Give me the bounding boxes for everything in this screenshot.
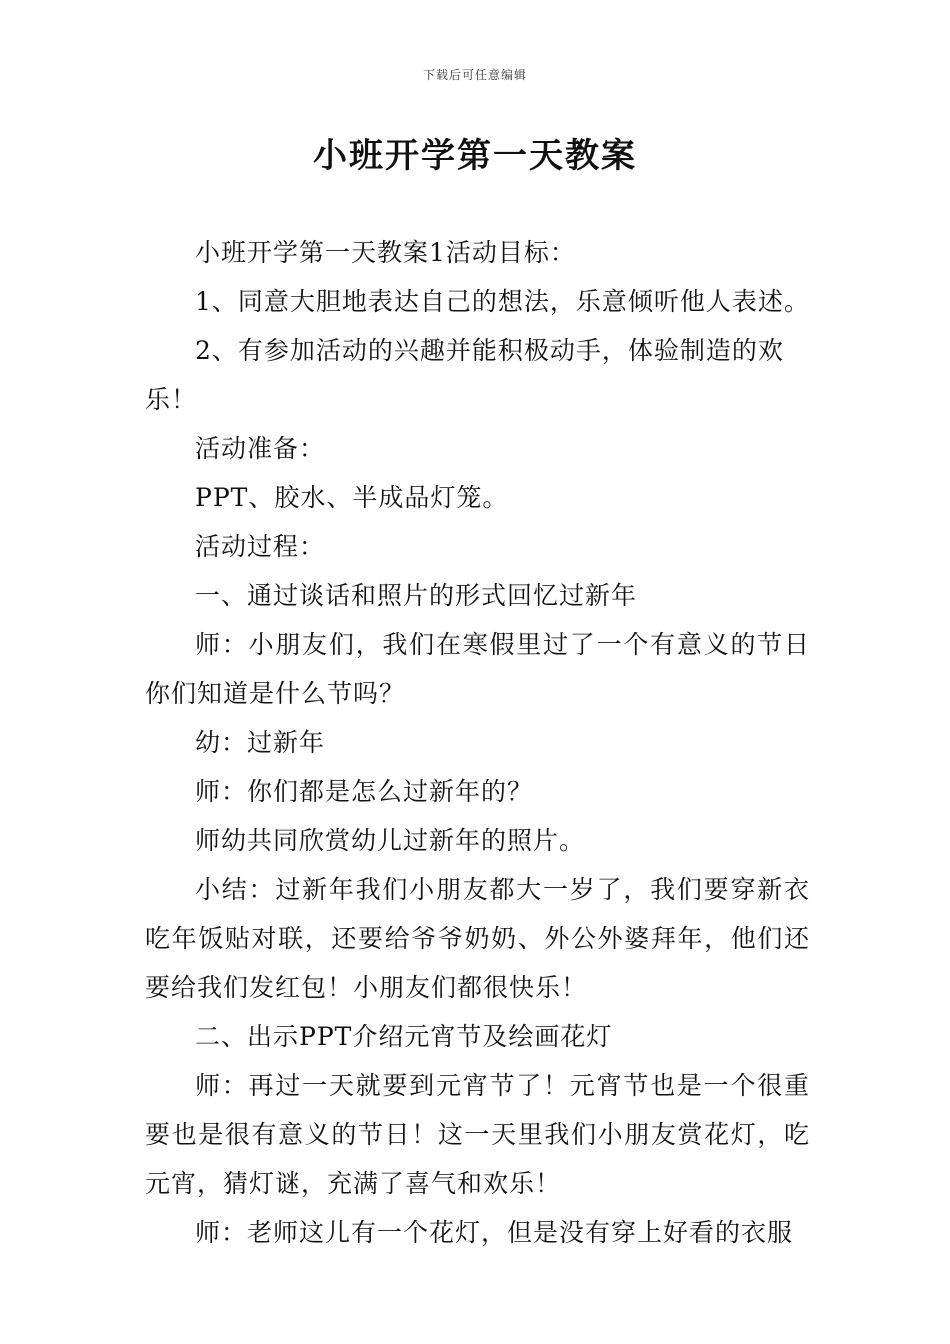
paragraph: PPT、胶水、半成品灯笼。 [195,483,509,512]
paragraph: 一、通过谈话和照片的形式回忆过新年 [195,581,638,610]
paragraph: 二、出示PPT介绍元宵节及绘画花灯 [195,1022,613,1051]
paragraph: 活动过程： [195,532,326,561]
document-title: 小班开学第一天教案 [313,136,637,176]
paragraph: 师：你们都是怎么过新年的？ [195,777,534,806]
paragraph: 1、同意大胆地表达自己的想法，乐意倾听他人表述。 [195,287,810,316]
paragraph: 师幼共同欣赏幼儿过新年的照片。 [195,826,586,855]
paragraph: 活动准备： [195,434,326,463]
header-note: 下载后可任意编辑 [422,68,527,82]
paragraph: 2、有参加活动的兴趣并能积极动手，体验制造的欢乐！ [145,336,784,414]
paragraph: 小班开学第一天教案1活动目标： [195,238,576,267]
paragraph: 小结：过新年我们小朋友都大一岁了，我们要穿新衣吃年饭贴对联，还要给爷爷奶奶、外公外婆拜年，他们还要给我们发红包！小朋友们都很快乐！ [145,875,810,1002]
paragraph: 幼：过新年 [195,728,326,757]
document-body [145,228,810,1257]
paragraph: 师：小朋友们，我们在寒假里过了一个有意义的节日你们知道是什么节吗？ [145,630,810,708]
paragraph: 师：再过一天就要到元宵节了！元宵节也是一个很重要也是很有意义的节日！这一天里我们小朋友赏花灯，吃元宵，猜灯谜，充满了喜气和欢乐！ [145,1071,810,1198]
paragraph: 师：老师这儿有一个花灯，但是没有穿上好看的衣服 [195,1218,794,1247]
